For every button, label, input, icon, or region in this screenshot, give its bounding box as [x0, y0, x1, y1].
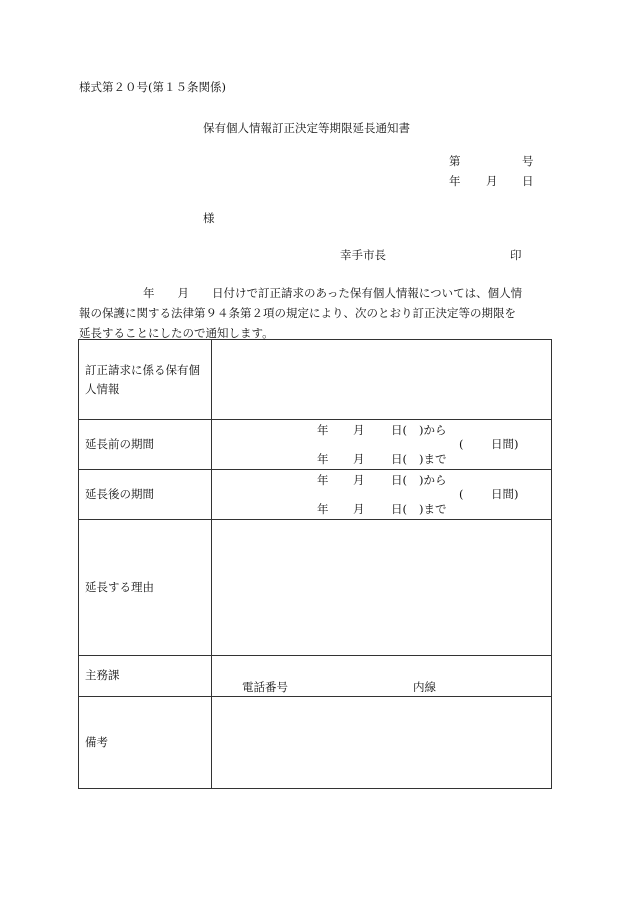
- from-suffix: )から: [419, 473, 447, 487]
- before-period-label: 延長前の期間: [85, 437, 154, 451]
- reason-label: 延長する理由: [85, 580, 154, 594]
- paragraph-line: 年 月 日付けで訂正請求のあった保有個人情報については、個人情: [143, 286, 523, 300]
- seal-mark: 印: [510, 248, 522, 262]
- reason-label-cell: [79, 520, 212, 656]
- reason-value-cell: [212, 520, 552, 656]
- dept-value-cell: [212, 656, 552, 697]
- until-year: 年: [317, 502, 329, 516]
- dept-label: 主務課: [85, 668, 120, 682]
- until-suffix: )まで: [419, 452, 447, 466]
- from-year: 年: [317, 423, 329, 437]
- notes-value-cell: [212, 697, 552, 789]
- date-day: 日: [522, 174, 534, 188]
- extension-label: 内線: [413, 680, 436, 694]
- from-suffix: )から: [419, 423, 447, 437]
- info-label: 訂正請求に係る保有個人情報: [85, 362, 200, 396]
- days-open: (: [459, 437, 464, 451]
- until-month: 月: [353, 452, 365, 466]
- info-value-cell: [212, 340, 552, 420]
- dept-label-cell: [79, 656, 212, 697]
- from-year: 年: [317, 473, 329, 487]
- until-month: 月: [353, 502, 365, 516]
- until-day: 日(: [391, 452, 407, 466]
- until-suffix: )まで: [419, 502, 447, 516]
- after-label-cell: [79, 470, 212, 520]
- days-open: (: [459, 487, 464, 501]
- before-period-cell: [212, 420, 552, 470]
- notice-paragraph: [79, 283, 551, 343]
- notes-label-cell: [79, 697, 212, 789]
- info-label-cell: [79, 340, 212, 420]
- issuer-name: 幸手市長: [340, 248, 386, 262]
- form-number: 様式第２０号(第１５条関係): [79, 80, 226, 94]
- days-close: 日間): [491, 487, 519, 501]
- from-day: 日(: [391, 473, 407, 487]
- after-period-label: 延長後の期間: [85, 487, 154, 501]
- date-year: 年: [449, 174, 461, 188]
- document-title: 保有個人情報訂正決定等期限延長通知書: [203, 121, 410, 135]
- until-day: 日(: [391, 502, 407, 516]
- after-period-cell: [212, 470, 552, 520]
- doc-number-prefix: 第: [449, 154, 461, 168]
- form-table: [78, 339, 552, 789]
- phone-label: 電話番号: [242, 680, 288, 694]
- from-month: 月: [353, 423, 365, 437]
- paragraph-line: 延長することにしたので通知します。: [79, 326, 274, 340]
- notes-label: 備考: [85, 735, 108, 749]
- from-month: 月: [353, 473, 365, 487]
- doc-number-suffix: 号: [522, 154, 534, 168]
- paragraph-line: 報の保護に関する法律第９４条第２項の規定により、次のとおり訂正決定等の期限を: [79, 306, 516, 320]
- days-close: 日間): [491, 437, 519, 451]
- from-day: 日(: [391, 423, 407, 437]
- addressee-suffix: 様: [203, 211, 215, 225]
- date-month: 月: [486, 174, 498, 188]
- before-label-cell: [79, 420, 212, 470]
- until-year: 年: [317, 452, 329, 466]
